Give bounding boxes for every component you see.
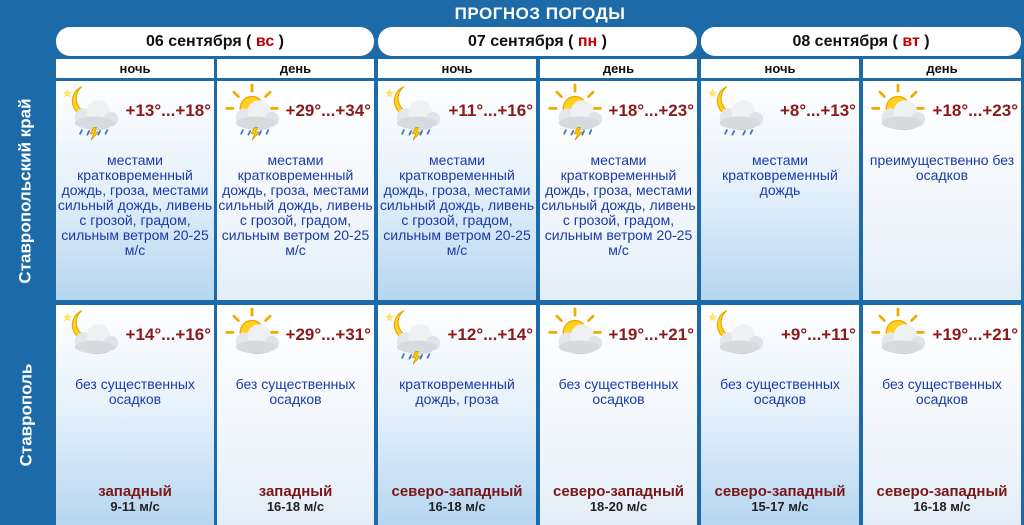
forecast-cell — [701, 305, 859, 525]
moon-cloud-rain-thunder-icon — [58, 83, 124, 141]
forecast-cell — [701, 81, 859, 300]
cloud-shape — [720, 100, 764, 130]
temperature: +14°...+16° — [125, 325, 211, 344]
day-of-week: пн — [577, 33, 598, 50]
period-night-1: ночь — [378, 59, 536, 78]
temperature: +12°...+14° — [447, 325, 533, 344]
temperature: +8°...+13° — [780, 101, 856, 120]
period-day-1: день — [540, 59, 697, 78]
temperature: +29°...+31° — [285, 325, 371, 344]
period-night-2: ночь — [701, 59, 859, 78]
temperature: +18°...+23° — [932, 101, 1018, 120]
wind-speed: 9-11 м/с — [110, 499, 160, 514]
region-name: Ставрополь — [16, 363, 36, 467]
cloud-shape — [720, 324, 764, 354]
moon-cloud-icon — [703, 307, 769, 365]
region-label-city — [0, 305, 52, 525]
moon-cloud-rain-icon — [703, 83, 769, 141]
rain-shape — [725, 130, 752, 135]
wind-direction: западный — [98, 483, 172, 500]
forecast-cell — [378, 305, 536, 525]
date-text: 07 сентября — [468, 33, 564, 50]
date-text: 06 сентября — [146, 33, 242, 50]
forecast-cell — [56, 81, 214, 300]
temperature: +18°...+23° — [608, 101, 694, 120]
weather-description: без существенных осадков — [235, 376, 356, 407]
temperature: +13°...+18° — [125, 101, 211, 120]
weather-description: местами кратковременный дождь — [722, 152, 838, 198]
cloud-shape — [75, 324, 119, 354]
sun-cloud-rain-thunder-icon — [542, 83, 608, 141]
region-name: Ставропольский край — [16, 97, 36, 284]
temperature: +19°...+21° — [608, 325, 694, 344]
cloud-shape — [397, 100, 441, 130]
forecast-cell — [378, 81, 536, 300]
cloud-shape — [75, 100, 119, 130]
weather-description: преимущественно без осадков — [869, 152, 1015, 183]
forecast-cell — [217, 305, 374, 525]
temperature: +9°...+11° — [780, 325, 856, 344]
forecast-cell — [863, 81, 1021, 300]
weather-description: без существенных осадков — [558, 376, 679, 407]
day-of-week: вт — [902, 33, 920, 50]
wind-speed: 15-17 м/с — [751, 499, 809, 514]
cloud-shape — [397, 324, 441, 354]
period-day-2: день — [863, 59, 1021, 78]
sun-cloud-icon — [865, 307, 931, 365]
date-text: 08 сентября — [792, 33, 889, 50]
forecast-cell — [540, 305, 697, 525]
wind-direction: северо-западный — [714, 483, 846, 500]
period-night-0: ночь — [56, 59, 214, 78]
wind-direction: западный — [258, 483, 333, 500]
wind-speed: 16-18 м/с — [913, 499, 971, 514]
weather-description: местами кратковременный дождь, гроза, местами сильный дождь, ливень с грозой, градом, сильным ветром 20-25 м/с — [541, 152, 696, 258]
weather-description: местами кратковременный дождь, гроза, местами сильный дождь, ливень с грозой, градом, сильным ветром 20-25 м/с — [57, 152, 213, 258]
sun-cloud-rain-thunder-icon — [219, 83, 285, 141]
day-of-week: вс — [255, 33, 275, 50]
weather-description: без существенных осадков — [720, 376, 840, 407]
forecast-cell — [217, 81, 374, 300]
weather-description: без существенных осадков — [75, 376, 195, 407]
sun-cloud-icon — [865, 83, 931, 141]
page-title: ПРОГНОЗ ПОГОДЫ — [454, 4, 626, 23]
region-label-krai — [0, 81, 52, 300]
date-header-0: 06 сентября ( вс ) — [56, 27, 374, 56]
temperature: +19°...+21° — [932, 325, 1018, 344]
moon-cloud-icon — [58, 307, 124, 365]
date-header-1: 07 сентября ( пн ) — [378, 27, 697, 56]
wind-direction: северо-западный — [553, 483, 684, 500]
sun-cloud-icon — [542, 307, 608, 365]
temperature: +29°...+34° — [285, 101, 371, 120]
wind-speed: 16-18 м/с — [428, 499, 486, 514]
temperature: +11°...+16° — [448, 101, 533, 120]
moon-cloud-rain-thunder-icon — [380, 83, 446, 141]
weather-description: кратковременный дождь, гроза — [399, 376, 515, 407]
date-header-2: 08 сентября ( вт ) — [701, 27, 1021, 56]
forecast-cell — [540, 81, 697, 300]
moon-cloud-rain-thunder-icon — [380, 307, 446, 365]
weather-description: местами кратковременный дождь, гроза, местами сильный дождь, ливень с грозой, градом, сильным ветром 20-25 м/с — [379, 152, 535, 258]
wind-direction: северо-западный — [391, 483, 523, 500]
wind-speed: 18-20 м/с — [589, 499, 648, 514]
weather-description: местами кратковременный дождь, гроза, местами сильный дождь, ливень с грозой, градом, сильным ветром 20-25 м/с — [218, 152, 373, 258]
forecast-cell — [56, 305, 214, 525]
sun-cloud-icon — [219, 307, 285, 365]
weather-description: без существенных осадков — [882, 376, 1002, 407]
wind-speed: 16-18 м/с — [266, 499, 325, 514]
forecast-cell — [863, 305, 1021, 525]
wind-direction: северо-западный — [876, 483, 1008, 500]
period-day-0: день — [217, 59, 374, 78]
